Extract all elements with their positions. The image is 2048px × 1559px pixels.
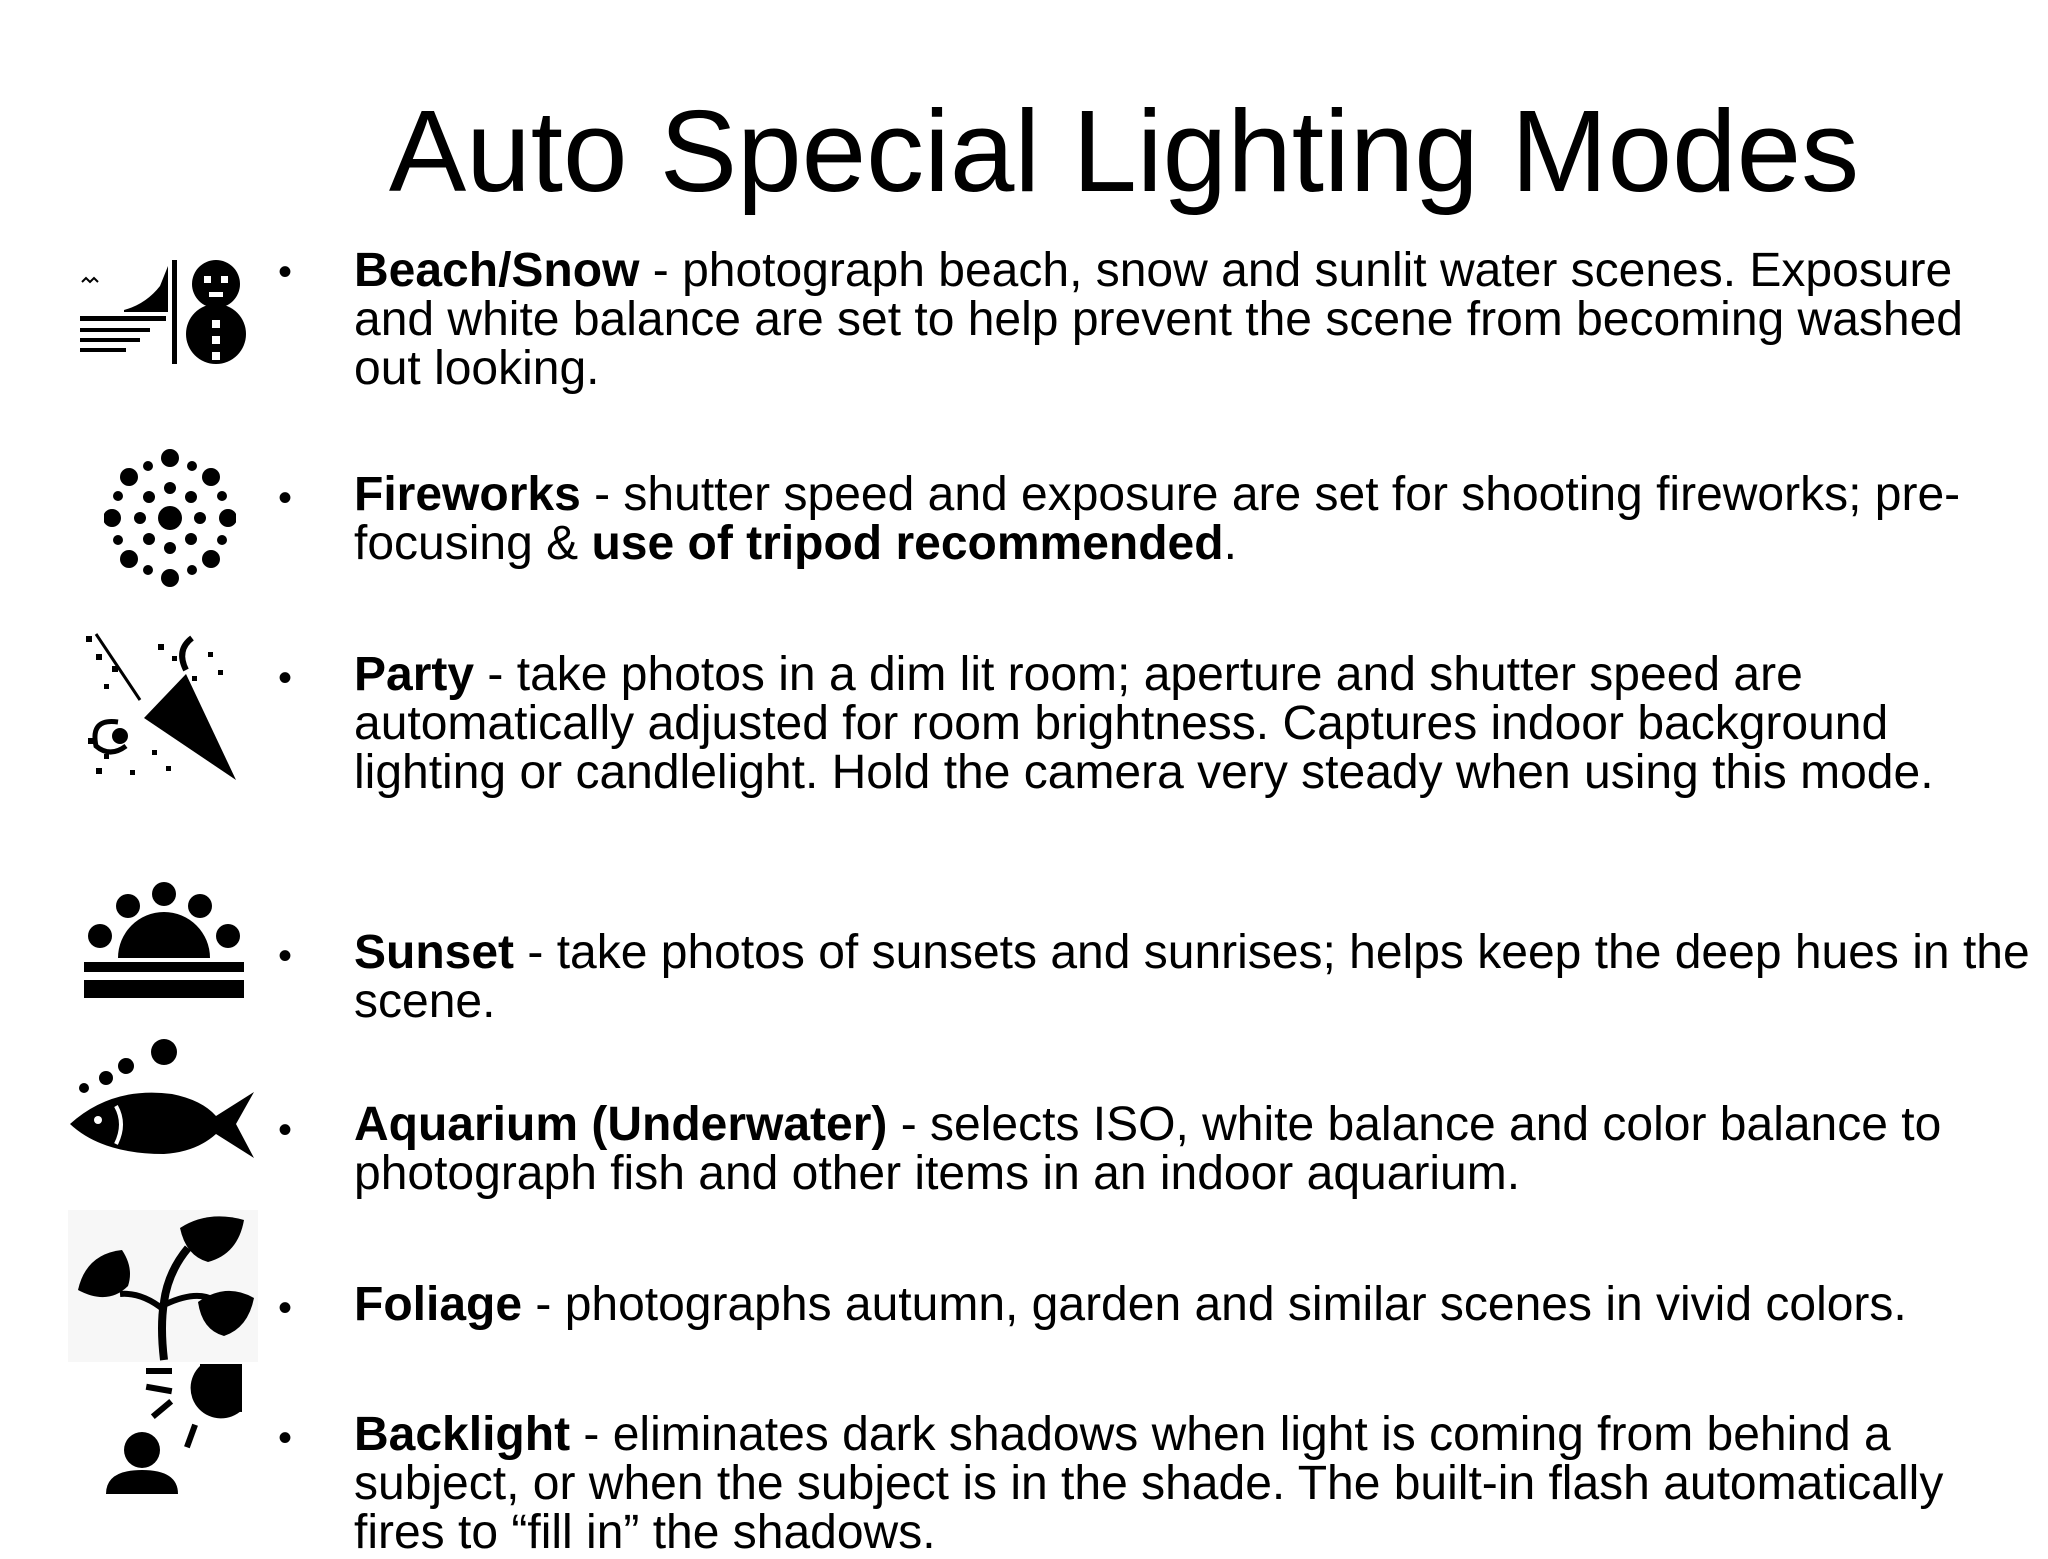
item-description-end: .: [1223, 517, 1237, 570]
party-icon: [82, 630, 242, 780]
list-item-party: [354, 650, 2034, 797]
bullet: •: [278, 1286, 293, 1330]
item-term: Beach/Snow: [354, 244, 640, 297]
list-item-foliage: [354, 1280, 2034, 1329]
item-term: Aquarium (Underwater): [354, 1098, 888, 1151]
bullet: •: [278, 1416, 293, 1460]
item-description: - take photos in a dim lit room; aperture and shutter speed are automatically adjusted for room brightness. Captures indoor background lighting or candlelight. Hold the camera very steady when using this mode.: [354, 648, 1934, 799]
bullet: •: [278, 476, 293, 520]
sunset-icon: [84, 880, 244, 1000]
list-item-beach-snow: [354, 246, 2034, 393]
fish-icon: [68, 1036, 258, 1166]
item-description: - photographs autumn, garden and similar scenes in vivid colors.: [522, 1278, 1907, 1331]
item-description: - eliminates dark shadows when light is coming from behind a subject, or when the subject is in the shade. The built-in flash automatically fires to “fill in” the shadows.: [354, 1408, 1944, 1559]
fireworks-icon: [104, 448, 236, 588]
item-description: - selects ISO, white balance and color balance to photograph fish and other items in an indoor aquarium.: [354, 1098, 1942, 1200]
backlight-icon: [100, 1364, 250, 1494]
item-term: Party: [354, 648, 475, 701]
list-item-fireworks: [354, 470, 2034, 568]
item-description: - shutter speed and exposure are set for shooting fireworks; pre-focusing &: [354, 468, 1961, 570]
list-item-sunset: [354, 928, 2034, 1026]
item-emphasis: use of tripod recommended: [591, 517, 1224, 570]
slide-title: Auto Special Lighting Modes: [388, 86, 1860, 216]
leaf-icon: [68, 1210, 258, 1362]
item-term: Backlight: [354, 1408, 571, 1461]
item-term: Foliage: [354, 1278, 523, 1331]
list-item-aquarium: [354, 1100, 2034, 1198]
beach-snow-icon: [76, 256, 256, 368]
bullet: •: [278, 656, 293, 700]
item-description: - take photos of sunsets and sunrises; helps keep the deep hues in the scene.: [354, 926, 2030, 1028]
bullet: •: [278, 250, 293, 294]
item-term: Sunset: [354, 926, 515, 979]
list-item-backlight: [354, 1410, 2034, 1557]
bullet: •: [278, 934, 293, 978]
item-description: - photograph beach, snow and sunlit water scenes. Exposure and white balance are set to help prevent the scene from becoming washed out looking.: [354, 244, 1963, 395]
bullet: •: [278, 1108, 293, 1152]
item-term: Fireworks: [354, 468, 581, 521]
